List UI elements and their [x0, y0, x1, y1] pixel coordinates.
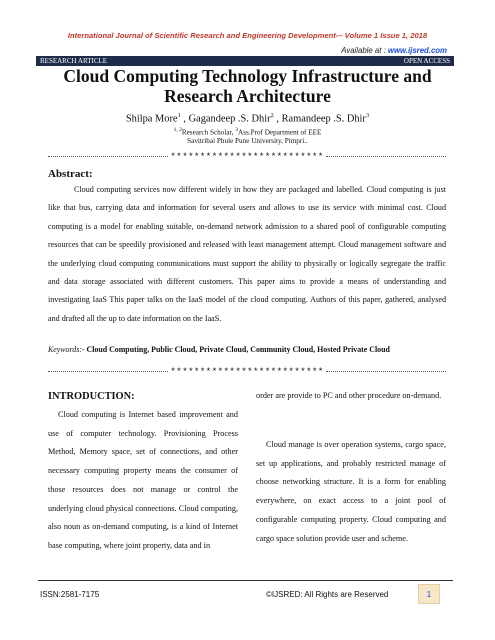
dotted-rule: [48, 371, 168, 372]
dotted-rule: [48, 156, 168, 157]
affiliation-text: Research Scholar,: [181, 128, 236, 137]
available-label: Available at :: [341, 46, 388, 55]
introduction-heading: INTRODUCTION:: [48, 391, 135, 402]
research-article-label: RESEARCH ARTICLE: [40, 57, 108, 65]
intro-left-column: Cloud computing is Internet based improvement and use of computer technology. Provisioning Process Method, Memory space, set of connections, and other necessary computing property means the consumer of those resources does not manage or control the underlying cloud physical connections. Cloud computing, also noun as on-demand computing, is a kind of Internet base computing, where joint property, data and in: [48, 410, 238, 550]
author-list: Shilpa More$^1$ , Gagandeep .S. Dhir$^2$ , Ramandeep .S. Dhir$^3$: [125, 112, 370, 125]
keywords-label: Keywords:-: [48, 345, 87, 354]
journal-header: International Journal of Scientific Research and Engineering Development-– Volume 1 Issue 1, 2018: [67, 31, 428, 40]
footer-issn: ISSN:2581-7175: [40, 590, 100, 599]
star-divider: **************************: [170, 366, 324, 377]
author-name: Gagandeep .S. Dhir: [188, 113, 271, 125]
intro-right-paragraph-1: order are provide to PC and other procedure on-demand.: [256, 391, 442, 400]
abstract-body: Cloud computing services now different widely in how they are packaged and labelled. Cloud computing is just like that bus, carrying data and information for several users and allows to use its service with minimal cost. Cloud computing is a model for enabling suitable, on-demand network admission to a shared pool of configurable computing resources that can be speedily provisioned and released with least management attempt. Cloud management software and the underlying cloud computing communications must support the ability to physically or logically segregate the traffic and data storage associated with different customers. This paper aims to provide a means of understanding and investigating IaaS This paper talks on the IaaS model of the cloud computing. Authors of this paper, gathered, analysed and drafted all the up to date information on the IaaS.: [48, 185, 446, 323]
footer-rule: [38, 580, 453, 581]
dotted-rule: [326, 156, 446, 157]
author-name: Shilpa More: [125, 113, 178, 125]
affiliation-superscript: 1, 2: [173, 127, 182, 133]
dotted-rule: [326, 371, 446, 372]
star-divider: **************************: [170, 151, 324, 162]
paper-title: Cloud Computing Technology Infrastructure and Research Architecture: [63, 66, 432, 106]
affiliation-line-2: Savitribai Phule Pune University, Pimpri..: [187, 137, 308, 145]
page-number: 1: [418, 584, 440, 604]
affiliation-line-1: [0, 127, 495, 136]
author-superscript: 1: [177, 112, 181, 119]
open-access-label: OPEN ACCESS: [403, 57, 450, 65]
affiliation-text: Ass.Prof Department of EEE: [237, 128, 322, 137]
intro-right-paragraph-2: Cloud manage is over operation systems, cargo space, set up applications, and probably restricted manage of choose networking structure. It is a form for enabling everywhere, on exact access to a joint pool of configurable computing property. Cloud computing and cargo space solution provide user and scheme.: [256, 440, 446, 543]
affiliation-superscript: 3: [235, 127, 238, 133]
separator-stars: [48, 366, 446, 377]
footer-copyright: ©IJSRED: All Rights are Reserved: [266, 590, 389, 599]
keywords-line: [48, 345, 458, 354]
availability-line: [341, 46, 447, 55]
author-superscript: 3: [365, 112, 370, 119]
author-name: Ramandeep .S. Dhir: [281, 113, 366, 125]
journal-url-link[interactable]: www.ijsred.com: [387, 46, 447, 55]
keywords-value: Cloud Computing, Public Cloud, Private Cloud, Community Cloud, Hosted Private Cloud: [86, 345, 390, 354]
separator-stars: [48, 151, 446, 162]
abstract-heading: Abstract:: [48, 168, 93, 180]
article-type-bar: [36, 56, 454, 66]
author-superscript: 2: [270, 112, 274, 119]
